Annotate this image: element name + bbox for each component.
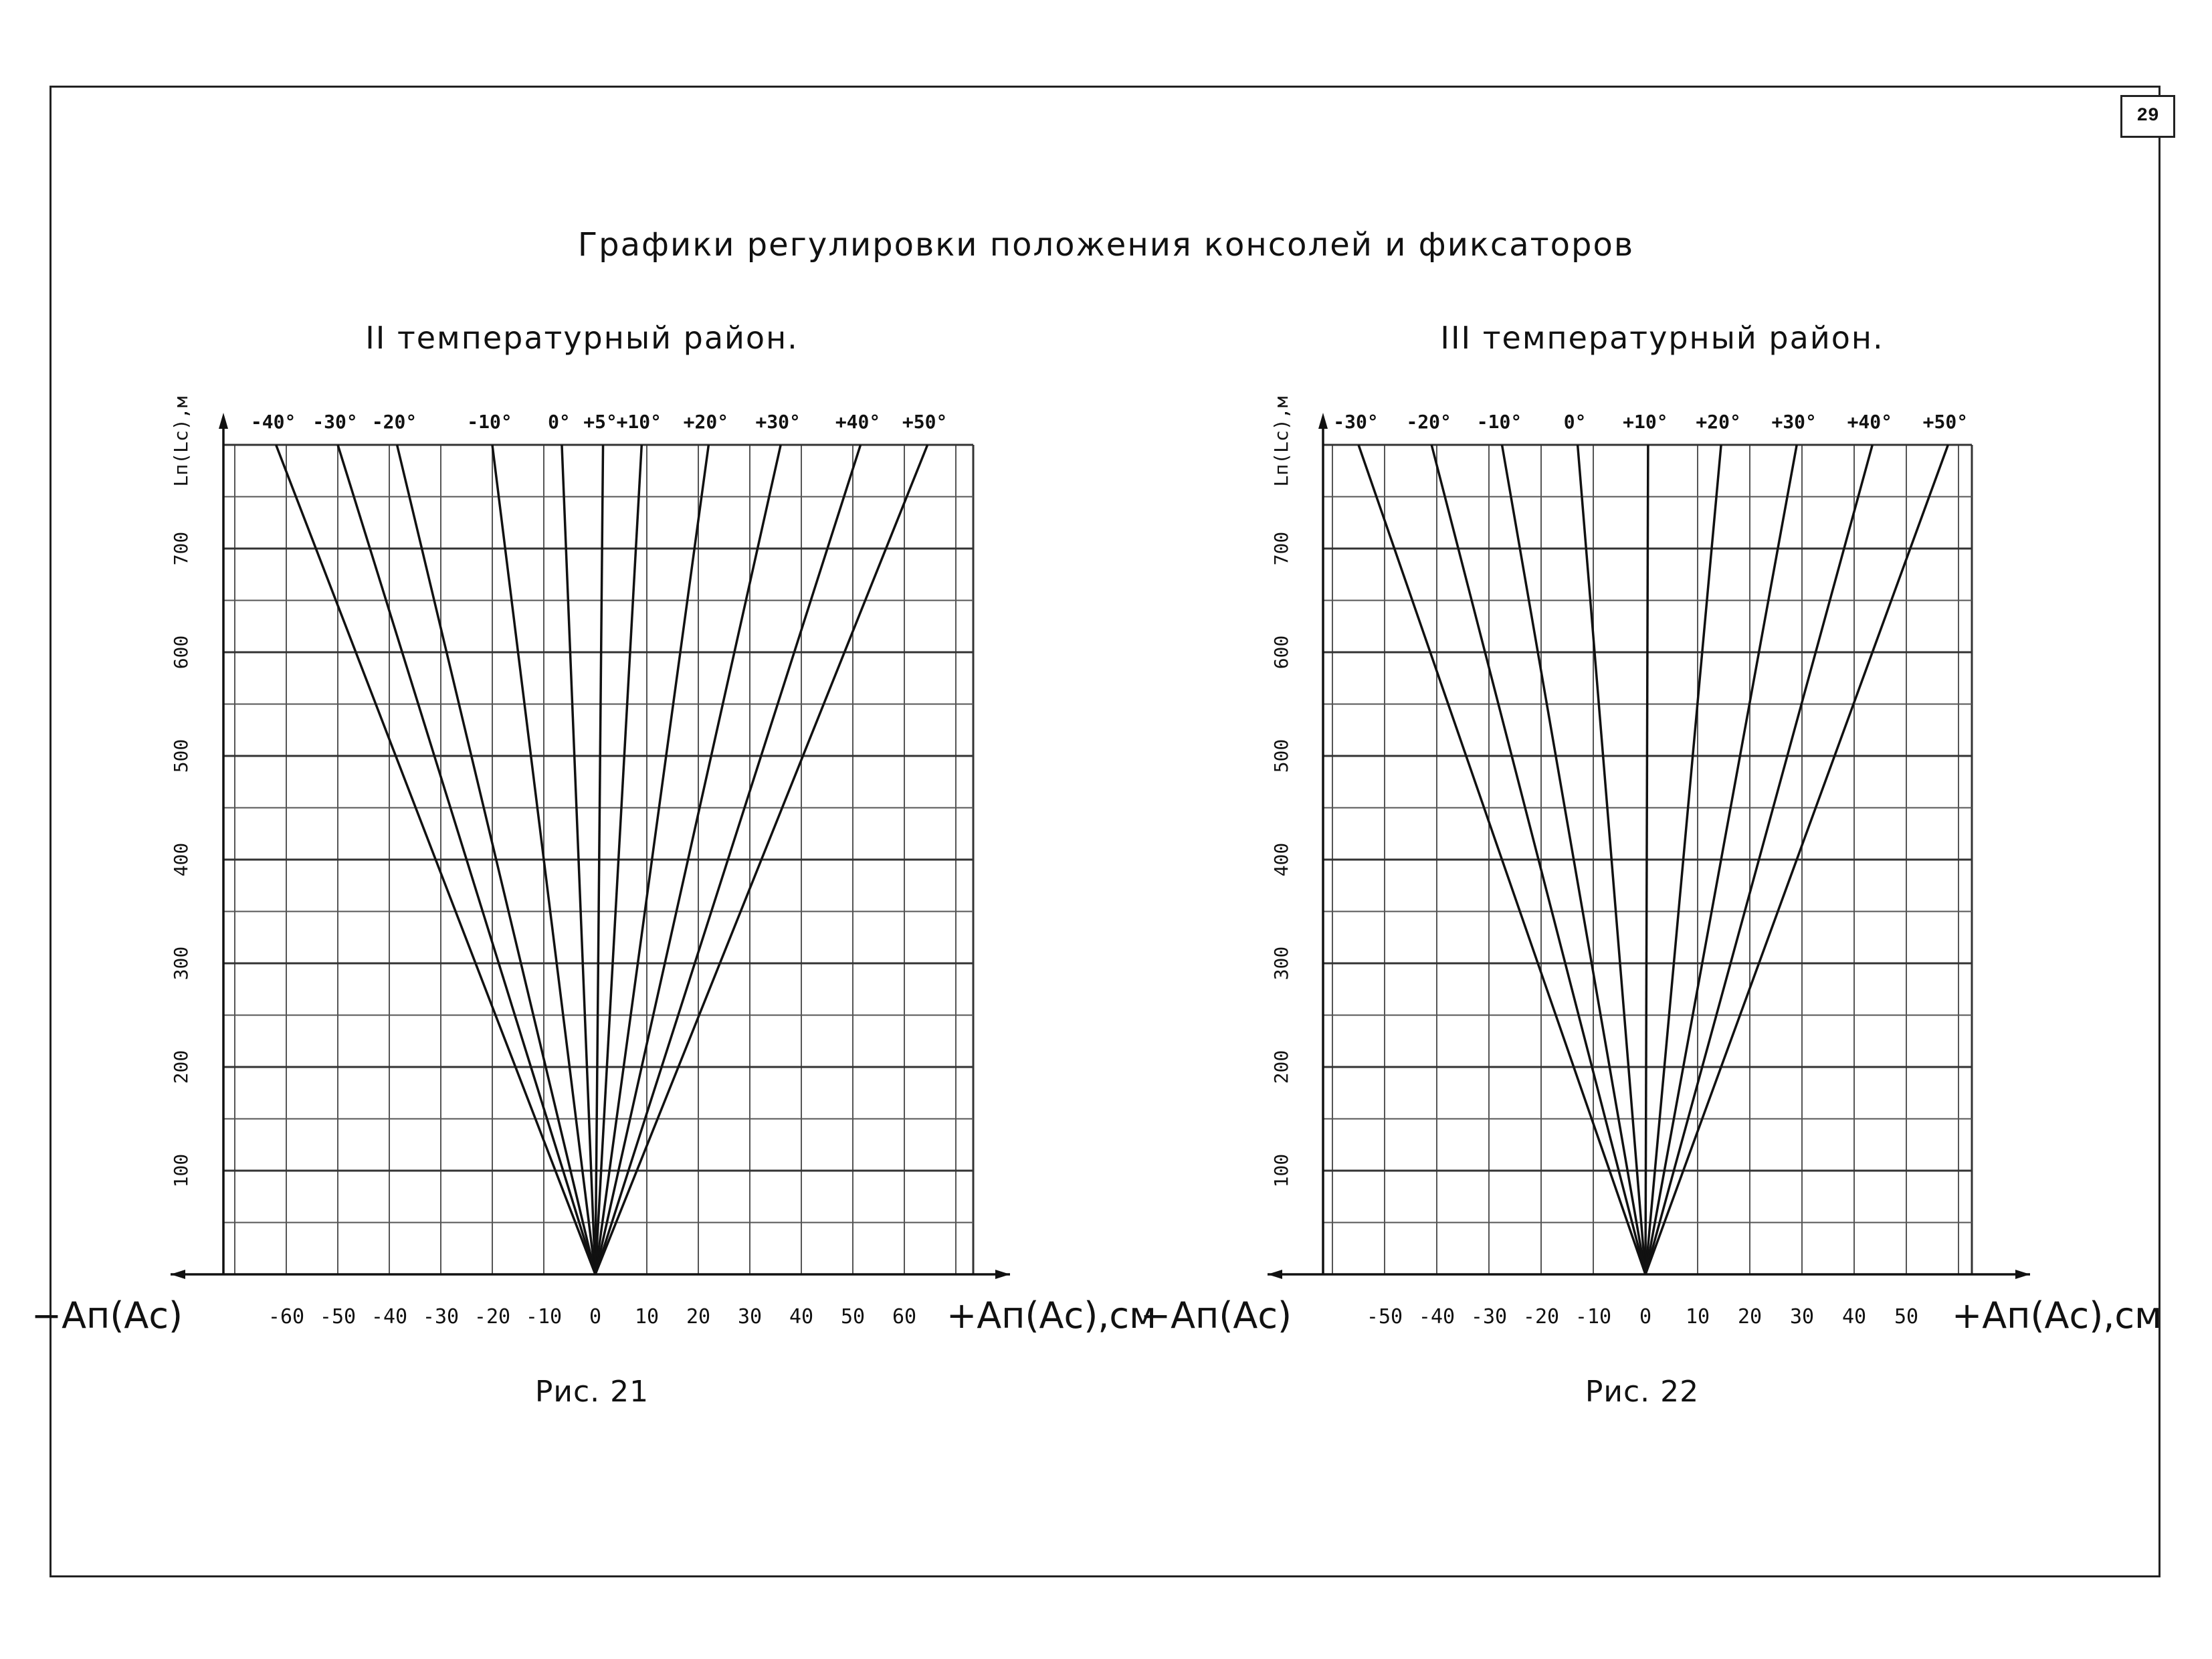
- temperature-label: -10°: [467, 411, 512, 433]
- y-tick-label: 200: [1270, 1050, 1292, 1084]
- y-tick-label: 100: [1270, 1153, 1292, 1188]
- temperature-label: 0°: [548, 411, 571, 433]
- temperature-label: +40°: [835, 411, 881, 433]
- y-tick-label: 500: [170, 739, 192, 773]
- x-tick-label: -20: [1522, 1305, 1560, 1329]
- x-tick-label: -30: [422, 1305, 460, 1329]
- temperature-label: +30°: [1771, 411, 1817, 433]
- x-tick-label: 30: [737, 1305, 763, 1329]
- x-tick-label: 40: [789, 1305, 814, 1329]
- x-axis-arrow-right: [995, 1270, 1010, 1279]
- x-tick-label: 10: [1685, 1305, 1710, 1329]
- y-axis-label: Lп(Lс),м: [1270, 396, 1292, 487]
- x-tick-label: 20: [1737, 1305, 1763, 1329]
- y-tick-label: 300: [170, 946, 192, 981]
- temperature-label: +50°: [1922, 411, 1969, 433]
- x-tick-label: 50: [840, 1305, 866, 1329]
- x-tick-label: 0: [1639, 1305, 1652, 1329]
- temperature-label: -40°: [250, 411, 296, 433]
- x-axis-label-positive: +Aп(Aс),см: [946, 1294, 1157, 1337]
- x-tick-label: 60: [892, 1305, 917, 1329]
- temperature-label: +30°: [755, 411, 801, 433]
- x-tick-label: 30: [1789, 1305, 1815, 1329]
- temperature-label: +10°: [616, 411, 662, 433]
- chart-right: [1140, 396, 2162, 1337]
- temperature-label: -30°: [312, 411, 358, 433]
- temperature-label: +10°: [1623, 411, 1668, 433]
- y-tick-label: 100: [170, 1153, 192, 1188]
- temperature-label: -30°: [1333, 411, 1379, 433]
- x-tick-label: -10: [525, 1305, 563, 1329]
- figure-caption-right: Рис. 22: [1585, 1375, 1700, 1409]
- y-tick-label: 400: [1270, 842, 1292, 877]
- y-tick-label: 300: [1270, 946, 1292, 981]
- x-tick-label: 0: [589, 1305, 602, 1329]
- x-tick-label: -50: [1366, 1305, 1403, 1329]
- x-axis-arrow-right: [2015, 1270, 2030, 1279]
- y-tick-label: 700: [170, 531, 192, 566]
- x-axis-arrow-left: [171, 1270, 185, 1279]
- temperature-label: +50°: [902, 411, 948, 433]
- temperature-label: +40°: [1847, 411, 1893, 433]
- page-number: 29: [2120, 95, 2175, 138]
- y-axis-arrow: [1318, 413, 1328, 429]
- y-tick-label: 200: [170, 1050, 192, 1084]
- x-axis-label-positive: +Aп(Aс),см: [1952, 1294, 2162, 1337]
- y-tick-label: 400: [170, 842, 192, 877]
- x-tick-label: -10: [1575, 1305, 1612, 1329]
- temperature-label: 0°: [1563, 411, 1587, 433]
- chart-left: [31, 396, 1157, 1337]
- temperature-label: -10°: [1476, 411, 1522, 433]
- chart-title-right: III температурный район.: [1440, 320, 1884, 356]
- chart-title-left: II температурный район.: [365, 320, 799, 356]
- y-tick-label: 700: [1270, 531, 1292, 566]
- temperature-label: -20°: [1406, 411, 1451, 433]
- x-tick-label: -20: [474, 1305, 511, 1329]
- x-tick-label: -60: [268, 1305, 305, 1329]
- figure-caption-left: Рис. 21: [534, 1375, 649, 1409]
- x-tick-label: -40: [371, 1305, 408, 1329]
- temperature-label: +20°: [1696, 411, 1741, 433]
- x-tick-label: 20: [686, 1305, 711, 1329]
- temperature-label: -20°: [371, 411, 417, 433]
- y-tick-label: 600: [170, 635, 192, 670]
- ray-line: [1645, 445, 1648, 1274]
- x-tick-label: 40: [1841, 1305, 1867, 1329]
- y-tick-label: 500: [1270, 739, 1292, 773]
- y-axis-label: Lп(Lс),м: [170, 396, 192, 487]
- x-tick-label: 10: [634, 1305, 660, 1329]
- x-tick-label: -40: [1418, 1305, 1455, 1329]
- page-title: Графики регулировки положения консолей и фиксаторов: [577, 226, 1635, 264]
- x-tick-label: -30: [1470, 1305, 1508, 1329]
- temperature-label: +5°: [583, 411, 617, 433]
- x-tick-label: 50: [1894, 1305, 1919, 1329]
- x-tick-label: -50: [319, 1305, 357, 1329]
- x-axis-label-negative: −Aп(Aс): [1140, 1294, 1292, 1337]
- x-axis-arrow-left: [1268, 1270, 1282, 1279]
- temperature-label: +20°: [683, 411, 729, 433]
- y-axis-arrow: [219, 413, 228, 429]
- y-tick-label: 600: [1270, 635, 1292, 670]
- x-axis-label-negative: −Aп(Aс): [31, 1294, 183, 1337]
